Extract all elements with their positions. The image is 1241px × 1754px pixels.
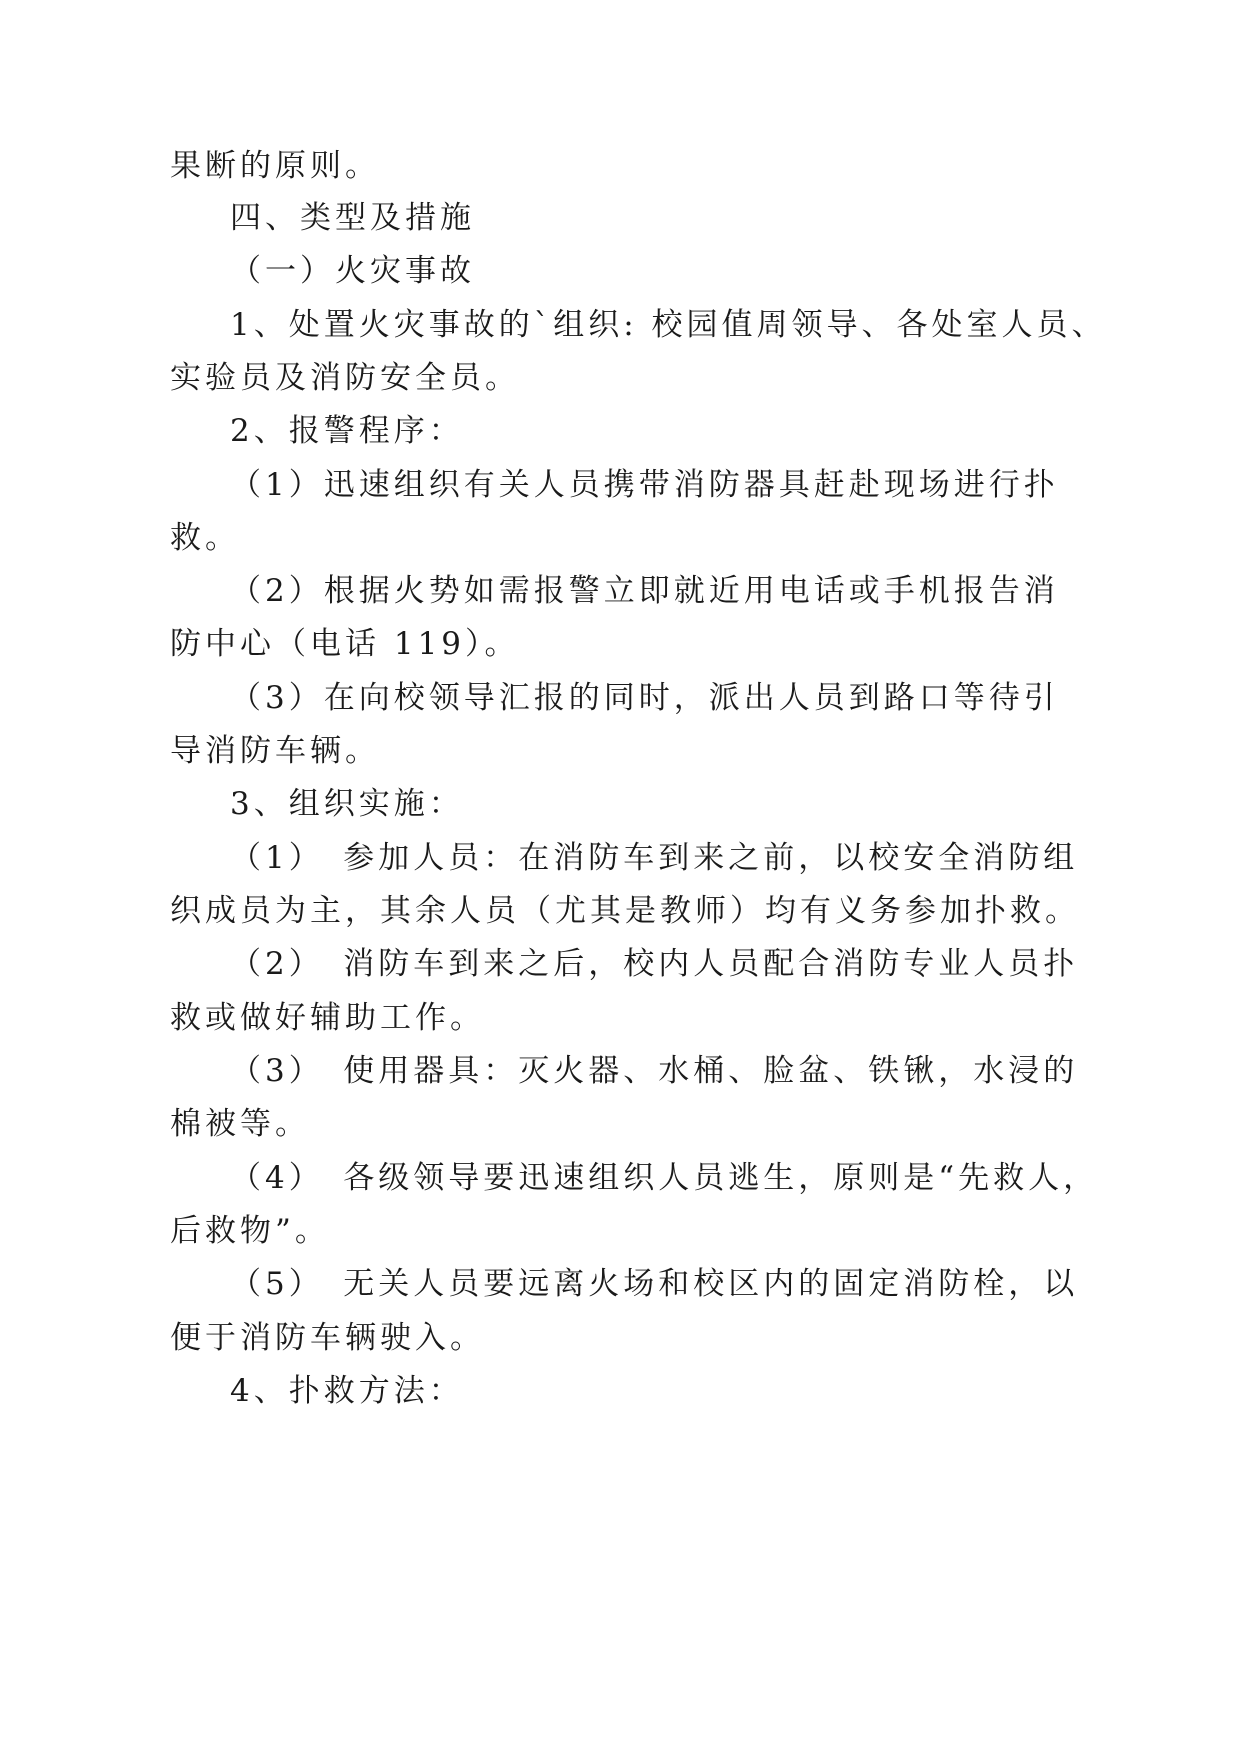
section-heading: 四、类型及措施 — [230, 200, 475, 236]
text-line: 果断的原则。 — [170, 148, 380, 184]
text-line: （2） 消防车到来之后，校内人员配合消防专业人员扑 — [230, 946, 1079, 982]
text-line: （4） 各级领导要迅速组织人员逃生，原则是“先救人， — [230, 1160, 1099, 1196]
text-line: 棉被等。 — [170, 1106, 310, 1142]
text-line: 导消防车辆。 — [170, 733, 380, 769]
text-line: 救。 — [170, 520, 240, 556]
subsection-heading: （一）火灾事故 — [230, 253, 475, 289]
text-line: 救或做好辅助工作。 — [170, 1000, 485, 1036]
text-line: （3）在向校领导汇报的同时，派出人员到路口等待引 — [230, 680, 1059, 716]
text-line: 织成员为主，其余人员（尤其是教师）均有义务参加扑救。 — [170, 893, 1080, 929]
text-line: 4、扑救方法： — [230, 1373, 464, 1409]
text-line: （1）迅速组织有关人员携带消防器具赶赴现场进行扑 — [230, 467, 1059, 503]
text-line: 实验员及消防安全员。 — [170, 360, 520, 396]
text-line: 1、处置火灾事故的`组织: 校园值周领导、各处室人员、 — [230, 307, 1107, 343]
text-line: （1） 参加人员：在消防车到来之前，以校安全消防组 — [230, 840, 1079, 876]
text-line: （2）根据火势如需报警立即就近用电话或手机报告消 — [230, 573, 1059, 609]
text-line: 3、组织实施： — [230, 786, 464, 822]
text-line: 便于消防车辆驶入。 — [170, 1320, 485, 1356]
text-line: （3） 使用器具：灭火器、水桶、脸盆、铁锹，水浸的 — [230, 1053, 1079, 1089]
text-line: 后救物”。 — [170, 1213, 330, 1249]
text-line: 2、报警程序： — [230, 413, 464, 449]
text-line: （5） 无关人员要远离火场和校区内的固定消防栓，以 — [230, 1266, 1079, 1302]
text-line: 防中心（电话 119）。 — [170, 626, 520, 662]
